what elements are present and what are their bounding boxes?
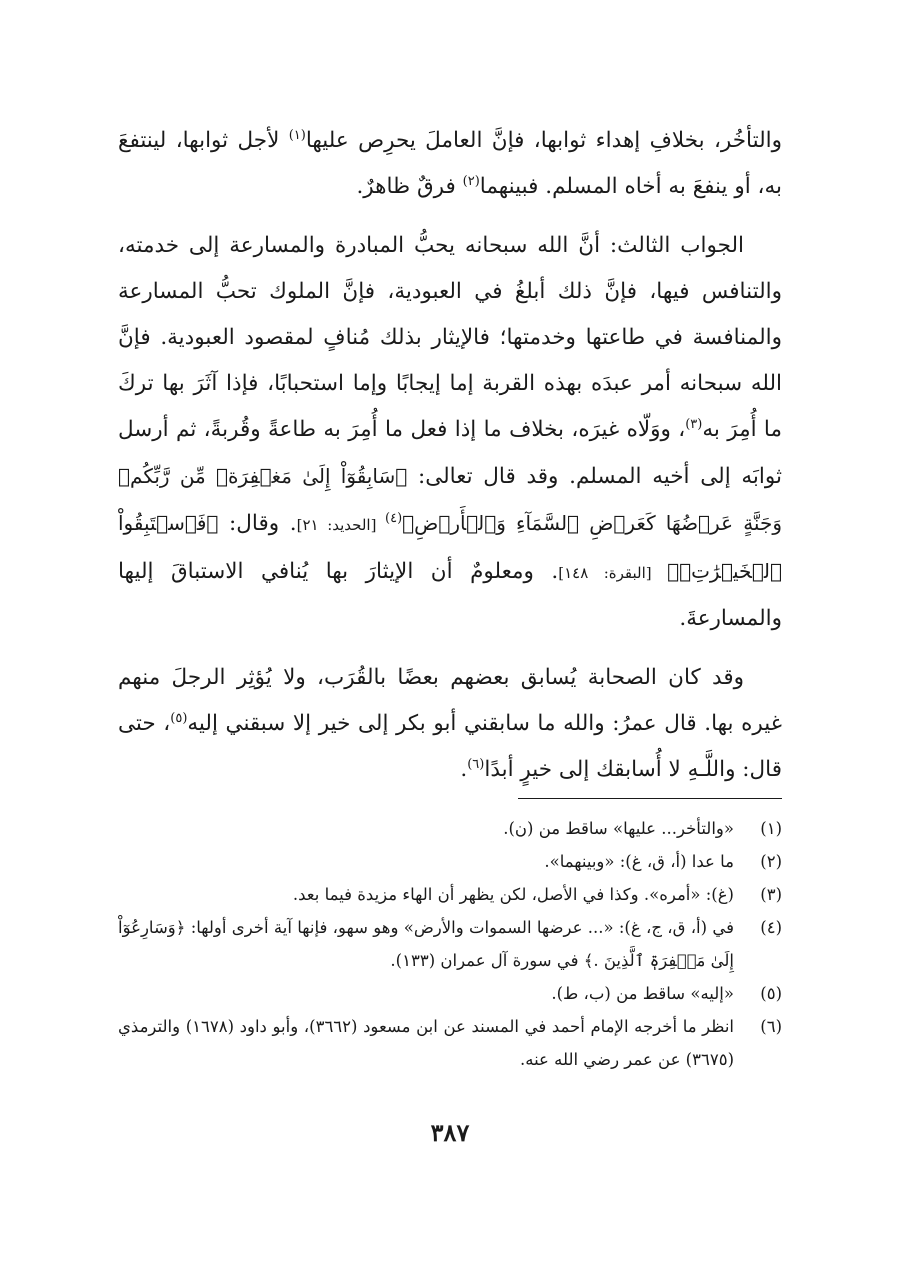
footnote-number: (٦) xyxy=(760,1017,782,1036)
footnote-marker-6: (٦) xyxy=(467,756,485,772)
footnote-text: (غ): «أمره». وكذا في الأصل، لكن يظهر أن الهاء مزيدة فيما بعد. xyxy=(292,885,734,904)
footnote-marker-2: (٢) xyxy=(462,173,480,189)
footnote-number: (١) xyxy=(760,819,782,838)
footnote-divider xyxy=(518,798,782,799)
footnote-text: انظر ما أخرجه الإمام أحمد في المسند عن ابن مسعود (٣٦٦٢)، وأبو داود (١٦٧٨) والترمذي (٣٦٧٥) عن عمر رضي الله عنه. xyxy=(118,1017,735,1069)
footnote-6 xyxy=(118,1010,782,1076)
verse-reference-2: [البقرة: ١٤٨] xyxy=(558,564,668,582)
footnote-1 xyxy=(118,812,782,845)
text-run: . وقال: xyxy=(218,511,297,536)
page-number: ٣٨٧ xyxy=(430,1118,470,1147)
verse-reference-1: [الحديد: ٢١] xyxy=(296,516,386,534)
footnote-3 xyxy=(118,878,782,911)
footnote-text: «إليه» ساقط من (ب، ط). xyxy=(551,984,734,1003)
footnote-number: (٤) xyxy=(760,918,782,937)
footnote-number: (٥) xyxy=(760,984,782,1003)
footnote-5 xyxy=(118,977,782,1010)
text-run: وقد كان الصحابة يُسابق بعضهم بعضًا بالقُرَب، ولا يُؤثِر الرجلَ منهم غيره بها. قال عمرُ: والله ما سابقني أبو بكر إلى خير إلا سبقني إليه xyxy=(118,665,782,736)
text-run: . xyxy=(460,757,468,782)
footnote-text: ما عدا (أ، ق، غ): «وبينهما». xyxy=(544,852,734,871)
footnotes xyxy=(118,812,782,1076)
footnote-marker-4: (٤) xyxy=(385,510,403,526)
footnote-number: (٣) xyxy=(760,885,782,904)
footnote-4 xyxy=(118,911,782,977)
footnote-2 xyxy=(118,845,782,878)
footnote-marker-3: (٣) xyxy=(685,416,703,432)
quran-verse-1: ﴿سَابِقُوٓاْ إِلَىٰ مَغۡفِرَةٖ مِّن رَّبِّكُمۡ وَجَنَّةٍ عَرۡضُهَا كَعَرۡضِ ٱلسَّمَآءِ وَٱلۡأَرۡضِ﴾ xyxy=(118,464,782,535)
paragraph-2 xyxy=(118,223,782,642)
text-run: ، حتى قال: واللَّـهِ لا أُسابقك إلى خيرٍ أبدًا xyxy=(118,711,782,782)
text-run: الجواب الثالث: أنَّ الله سبحانه يحبُّ المبادرة والمسارعة إلى خدمته، والتنافس فيها، فإنَّ ذلك أبلغُ في العبودية، فإنَّ الملوك تحبُّ المسارعة والمنافسة في طاعتها وخدمتها؛ فالإيثار بذلك مُنافٍ لمقصود العبودية. فإنَّ الله سبحانه أمر عبدَه بهذه القربة إما إيجابًا وإما استحبابًا، فإذا آثَرَ بها تركَ ما أُمِرَ به xyxy=(118,233,782,442)
text-run: ، ووَلّاه غيرَه، بخلاف ما إذا فعل ما أُمِرَ به طاعةً وقُربةً، ثم أرسل ثوابَه إلى أخيه المسلم. وقد قال تعالى: xyxy=(118,417,782,489)
text-run: . ومعلومٌ أن الإيثارَ بها يُنافي الاستباقَ إليها والمسارعةَ. xyxy=(118,559,782,631)
quran-verse-2: ﴿فَٱسۡتَبِقُواْ ٱلۡخَيۡرَٰتِۚ﴾ xyxy=(118,511,782,583)
footnote-marker-1: (١) xyxy=(288,127,306,143)
footnote-text: في (أ، ق، ج، غ): «... عرضها السموات والأرض» وهو سهو، فإنها آية أخرى أولها: ﴿وَسَارِعُوٓاْ إِلَىٰ مَغۡفِرَةٖ ٱلَّذِينَ .﴾ في سورة آل عمران (١٣٣). xyxy=(118,918,734,970)
footnote-number: (٢) xyxy=(760,852,782,871)
main-text xyxy=(118,118,782,793)
text-run: فرقٌ ظاهرٌ. xyxy=(356,174,463,199)
footnote-marker-5: (٥) xyxy=(170,710,188,726)
text-run: لأجل ثوابها، لينتفعَ به، أو ينفعَ به أخاه المسلم. فبينهما xyxy=(118,128,782,199)
paragraph-1 xyxy=(118,118,782,210)
footnote-text: «والتأخر... عليها» ساقط من (ن). xyxy=(503,819,734,838)
paragraph-3 xyxy=(118,655,782,793)
text-run: والتأخُر، بخلافِ إهداء ثوابها، فإنَّ العاملَ يحرِص عليها xyxy=(305,128,782,153)
